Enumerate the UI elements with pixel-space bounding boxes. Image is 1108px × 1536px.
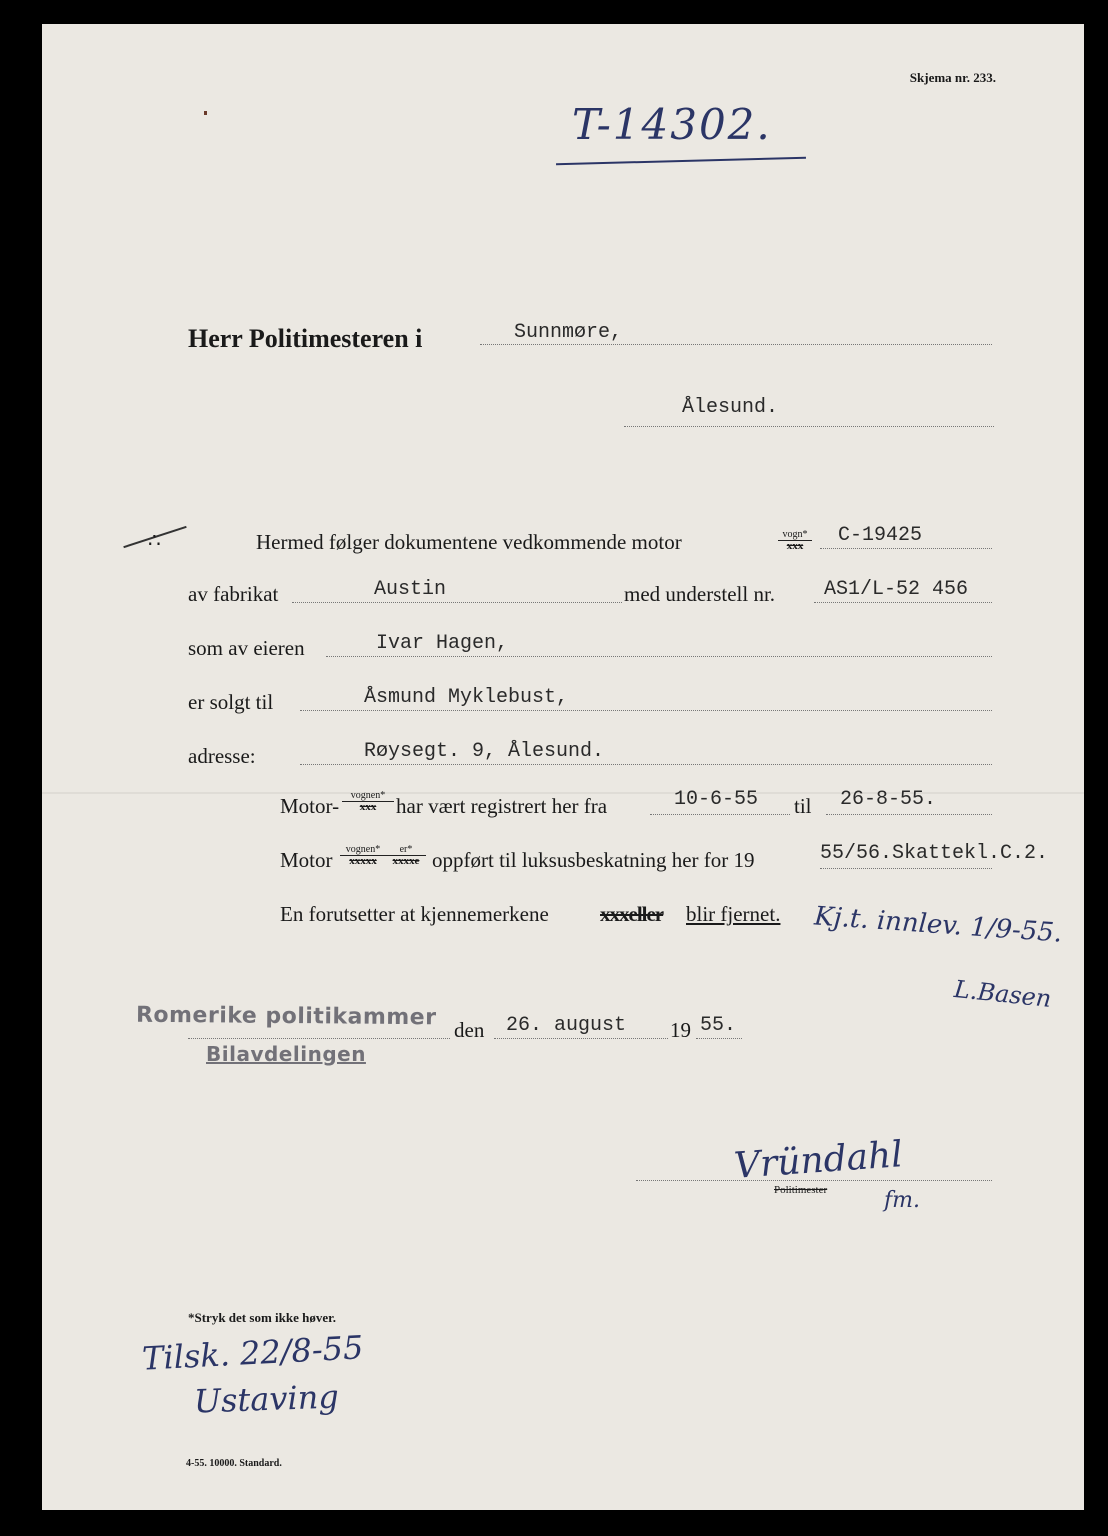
owner-line [326,656,992,657]
owner: Ivar Hagen, [376,632,509,655]
make-label: av fabrikat [188,582,279,606]
fraction-top: vognen* [340,844,386,856]
tax-mid-text: oppført til luksusbeskatning her for 19 [432,848,755,872]
fraction-top: vognen* [342,790,394,802]
chassis-number: AS1/L-52 456 [824,578,969,601]
fraction-top: vogn* [778,529,812,541]
schema-number: Skjema nr. 233. [909,70,996,85]
salutation: Herr Politimesteren i [188,324,423,353]
place-line [188,1038,450,1039]
intro-fraction [778,529,812,552]
year-prefix: 19 [670,1018,691,1042]
plates-text: En forutsetter at kjennemerkene [280,902,549,926]
reg-to-line [826,814,992,815]
fraction-bottom: xxxxx [349,855,377,867]
dot-mark: ∴ [148,530,161,552]
tax-year-line [820,868,992,869]
bottom-signature: Ustaving [193,1377,340,1421]
district: Sunnmøre, [514,321,623,344]
signature: Vründahl [732,1134,905,1187]
buyer-line [300,710,992,711]
reg-fraction [342,790,394,813]
registration-number: C-19425 [838,524,923,547]
reg-from-line [650,814,790,815]
reg-prefix: Motor- [280,794,340,818]
chassis-label: med understell nr. [624,582,776,606]
address-label: adresse: [188,744,256,768]
district-line [480,344,992,345]
fraction-bottom: xxx [786,540,804,552]
tax-fraction-2 [386,844,426,867]
date: 26. august [506,1014,627,1037]
reg-no-line [820,548,992,549]
date-line [494,1038,668,1039]
print-info: 4-55. 10000. Standard. [186,1458,282,1469]
signature-title: Politimester [774,1184,828,1196]
plates-struck: xxxeller [600,902,664,926]
buyer: Åsmund Myklebust, [364,686,569,709]
chassis-line [814,602,992,603]
year-line [696,1038,742,1039]
tax-fraction-1 [340,844,386,867]
bottom-note: Tilsk. 22/8-55 [141,1328,365,1378]
handwritten-note: Kj.t. innlev. 1/9-55. [813,901,1064,949]
reg-to-label: til [794,794,812,818]
year: 55. [700,1014,737,1037]
reg-from: 10-6-55 [674,788,759,811]
handwritten-initials: L.Basen [952,974,1053,1014]
make-line [292,602,622,603]
fraction-bottom: xxxxe [392,855,420,867]
city-line [624,426,994,427]
reg-to: 26-8-55. [840,788,937,811]
ink-speck [204,111,207,115]
reference-number: T-14302. [572,100,772,149]
owner-label: som av eieren [188,636,305,660]
footnote: *Stryk det som ikke høver. [188,1310,336,1325]
date-label: den [454,1018,485,1042]
fraction-top: er* [386,844,426,856]
reg-mid-text: har vært registrert her fra [396,794,608,818]
tax-prefix: Motor [280,848,333,872]
plates-end: blir fjernet. [686,902,781,926]
police-stamp-line-1: Romerike politikammer [135,1002,437,1031]
city: Ålesund. [682,396,779,419]
reference-underline [556,157,806,166]
police-stamp-line-2: Bilavdelingen [206,1042,366,1066]
buyer-address: Røysegt. 9, Ålesund. [364,740,605,763]
document-page [42,24,1084,1510]
signature-line [636,1180,992,1181]
make: Austin [374,578,447,601]
address-line [300,764,992,765]
tax-year: 55/56.Skattekl.C.2. [820,842,1049,865]
intro-text: Hermed følger dokumentene vedkommende motor [256,530,682,554]
buyer-label: er solgt til [188,690,274,714]
signature-suffix: fm. [884,1188,920,1213]
fraction-bottom: xxx [359,801,377,813]
